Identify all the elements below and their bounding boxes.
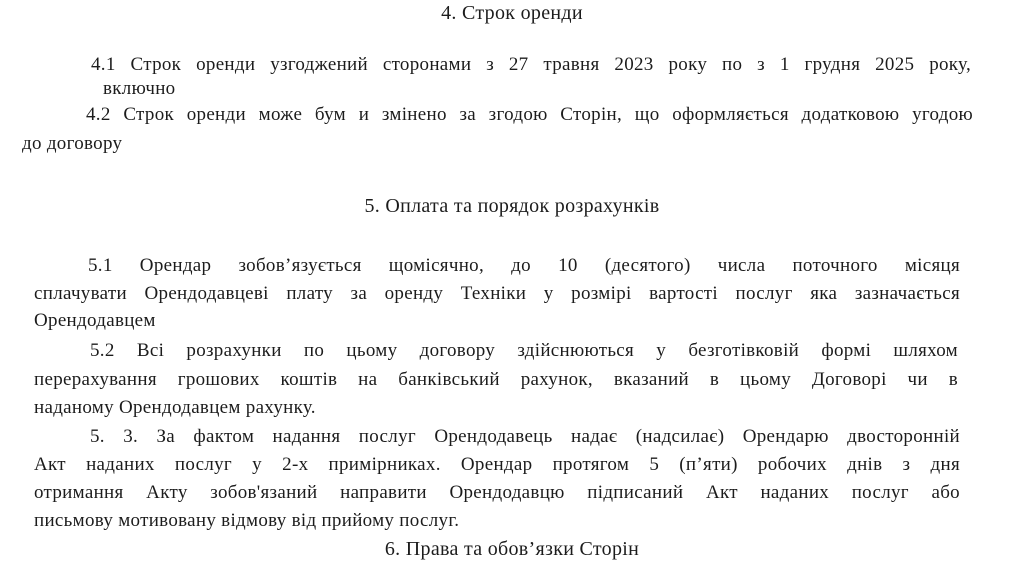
clause-4-2-line-1: 4.2 Строк оренди може бум и змінено за згодою Сторін, що оформляється додатковою угодою: [86, 104, 973, 125]
clause-5-1-line-1: 5.1 Орендар зобов’язується щомісячно, до 10 (десятого) числа поточного місяця: [88, 255, 960, 276]
clause-5-2-line-1: 5.2 Всі розрахунки по цьому договору здійснюються у безготівковій формі шляхом: [90, 340, 958, 361]
section-5-heading: 5. Оплата та порядок розрахунків: [364, 195, 660, 217]
clause-5-1-line-2: сплачувати Орендодавцеві плату за оренду Техніки у розмірі вартості послуг яка зазначається: [34, 283, 960, 304]
section-4-heading: 4. Строк оренди: [441, 2, 583, 24]
clause-4-1-line-1: 4.1 Строк оренди узгоджений сторонами з 27 травня 2023 року по з 1 грудня 2025 року,: [91, 54, 971, 75]
clause-5-3-line-2: Акт наданих послуг у 2-х примірниках. Орендар протягом 5 (п’яти) робочих днів з дня: [34, 454, 960, 475]
clause-4-2-line-2: до договору: [22, 133, 123, 154]
clause-5-2-line-2: перерахування грошових коштів на банківський рахунок, вказаний в цьому Договорі чи в: [34, 369, 958, 390]
section-6-heading: 6. Права та обов’язки Сторін: [384, 538, 640, 560]
clause-5-3-line-1: 5. 3. За фактом надання послуг Орендодавець надає (надсилає) Орендарю двосторонній: [90, 426, 960, 447]
clause-5-1-line-3: Орендодавцем: [34, 310, 156, 331]
clause-4-1-line-2: включно: [103, 78, 176, 99]
clause-5-3-line-4: письмову мотивовану відмову від прийому послуг.: [34, 510, 460, 531]
clause-5-2-line-3: наданому Орендодавцем рахунку.: [34, 397, 316, 418]
clause-5-3-line-3: отримання Акту зобов'язаний направити Орендодавцю підписаний Акт наданих послуг або: [34, 482, 960, 503]
